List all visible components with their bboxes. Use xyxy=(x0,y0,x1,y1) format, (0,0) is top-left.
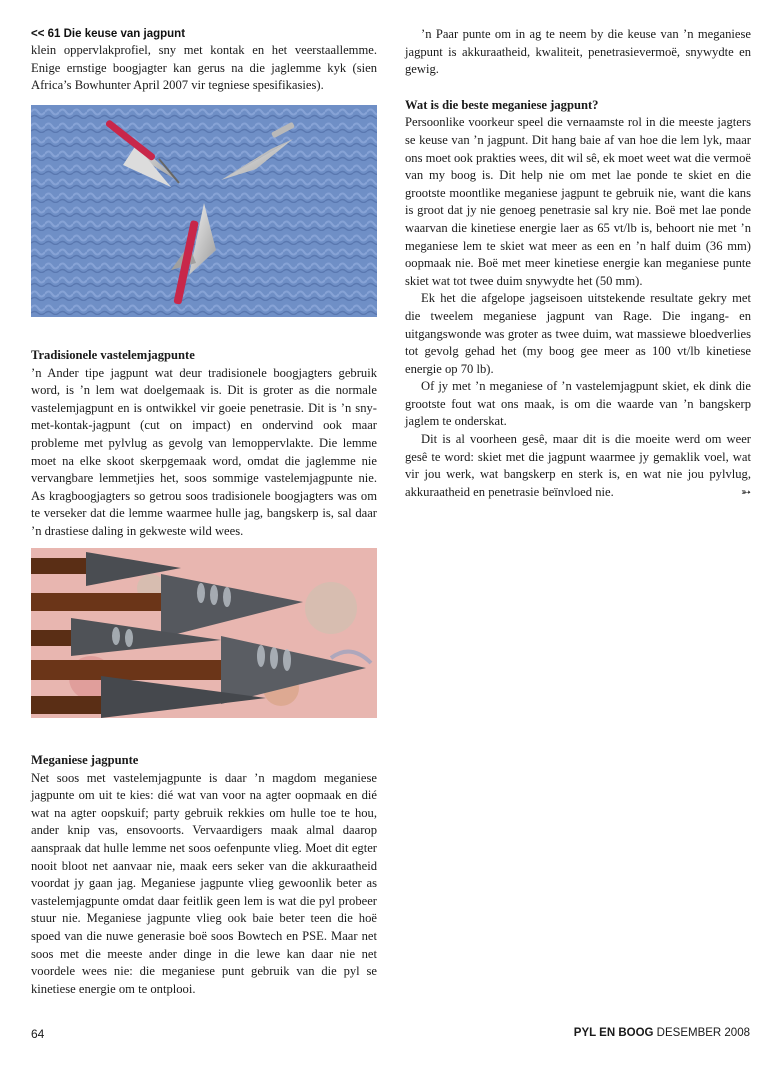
section-heading-mechanical: Meganiese jagpunte xyxy=(31,753,139,767)
end-of-article-icon: ➳ xyxy=(740,484,751,499)
section-heading-best-mechanical: Wat is die beste meganiese jagpunt? xyxy=(405,97,599,112)
best-mechanical-paragraph-4 xyxy=(405,431,751,501)
section-body-traditional: ’n Ander tipe jagpunt wat deur tradisionele boogjagters gebruik word, is ’n lem wat doelgemaak is. Dit is groter as die normale vastelemjagpunt en is ontwikkel vir goeie penetrasie. Dit is ’n sny-met-kontak-jagpunt (cut on impact) en ondervind ook maar probleme met pylvlug as gevolg van lemoppervlakte. Die lemme moet na elke skoot skerpgemaak word, omdat die jaglemme nie vervangbare lemmetjies het, soos sommige vastelemjagpunte nie. As kragboogjagters so getrou soos tradisionele boogjagters was om te verseker dat die lemme waarmee hulle jag, bangskerp is, sal daar ’n drastiese daling in gekweste wild wees. xyxy=(31,365,377,538)
breadcrumb: << 61 Die keuse van jagpunt xyxy=(31,28,186,40)
best-mechanical-paragraph-3: Of jy met ’n meganiese of ’n vastelemjagpunt skiet, ek dink die grootste fout wat ons maak, is om die waarde van ’n bangskerp jaglem te onderskat. xyxy=(405,379,751,429)
wooden-arrows-image xyxy=(31,548,377,718)
best-mechanical-paragraph-4-text: Dit is al voorheen gesê, maar dit is die moeite werd om weer gesê te word: skiet met die jagpunt waarmee jy gemaklik voel, wat vir jou werk, wat bangskerp en sterk is, en wat nie jou pylvlug, akkuraatheid en penetrasie beïnvloed nie. xyxy=(405,432,751,499)
left-section-mechanical xyxy=(31,752,377,998)
section-heading-traditional: Tradisionele vastelemjagpunte xyxy=(31,348,195,362)
magazine-issue: DESEMBER 2008 xyxy=(656,1027,750,1039)
left-column xyxy=(31,42,377,95)
section-body-mechanical: Net soos met vastelemjagpunte is daar ’n magdom meganiese jagpunte om uit te kies: dié wat van voor na agter oopmaak en dié wat na agter oopskuif; party gebruik rekkies om hulle toe te hou, ander knip vas, ensovoorts. Vervaardigers maak almal daarop aanspraak dat hulle lemme net soos oefenpunte vlieg. Moet dit egter nooit bloot net aanvaar nie, maak eers seker van die akkuraatheid voordat jy gaan jag. Meganiese jagpunte vlieg gewoonlik beter as vastelemjagpunte omdat daar feitlik geen lem is wat die pyl probeer stuur nie. Meganiese jagpunte vlieg ook baie beter teen die hoë spoed van die nuwe generasie boë soos Bowtech en PSE. Maar net soos met die meeste ander dinge in die lewe kan daar nie net voordele wees nie: die meganiese punt gebruik van die pyl se kinetiese energie om te ontplooi. xyxy=(31,770,377,996)
page-number: 64 xyxy=(31,1027,45,1041)
left-section-traditional xyxy=(31,347,377,541)
magazine-name: PYL EN BOOG xyxy=(573,1027,654,1039)
best-mechanical-paragraph-2: Ek het die afgelope jagseisoen uitstekende resultate gekry met die tweelem meganiese jagpunt van Rage. Die ingang- en uitgangswonde was groter as twee duim, wat massiewe bloedverlies tot gevolg gehad het (my boog gee meer as 100 vt/lb kinetiese energie op 70 lb). xyxy=(405,291,751,376)
right-intro-paragraph: ’n Paar punte om in ag te neem by die keuse van ’n meganiese jagpunt is akkuraatheid, kwaliteit, penetrasievermoë, snywydte en gewig. xyxy=(405,27,751,77)
left-intro-paragraph: klein oppervlakprofiel, sny met kontak en het veerstaallemme. Enige ernstige boogjagter kan gerus na die jaglemme kyk (sien Africa’s Bowhunter April 2007 vir tegniese spesifikasies). xyxy=(31,43,377,93)
broadheads-photo xyxy=(31,105,377,317)
best-mechanical-paragraph-1: Persoonlike voorkeur speel die vernaamste rol in die meeste jagters se keuse van ’n jagpunt. Dit hang baie af van hoe die lem lyk, maar ons moet ook prakties wees, dit wil sê, ek moet weet wat die vermoë van my boog is. Dit help nie om met lae ponde te skiet en die grootste moontlike meganiese jagpunt te gebruik nie, want die kans is groot dat jy nie genoeg penetrasie sal kry nie. Boë met lae ponde waarvan die kinetiese energie laer as 65 vt/lb is, behoort nie met ’n meganiese lem te skiet wat meer as een en ’n half duim (36 mm) oopmaak nie. Boë met meer kinetiese energie kan meganiese punte skiet wat tot twee duim snywydte het (50 mm). xyxy=(405,115,751,288)
right-column xyxy=(405,26,751,501)
broadheads-image xyxy=(31,105,377,317)
magazine-footer xyxy=(574,1027,750,1039)
wooden-arrows-photo xyxy=(31,548,377,718)
